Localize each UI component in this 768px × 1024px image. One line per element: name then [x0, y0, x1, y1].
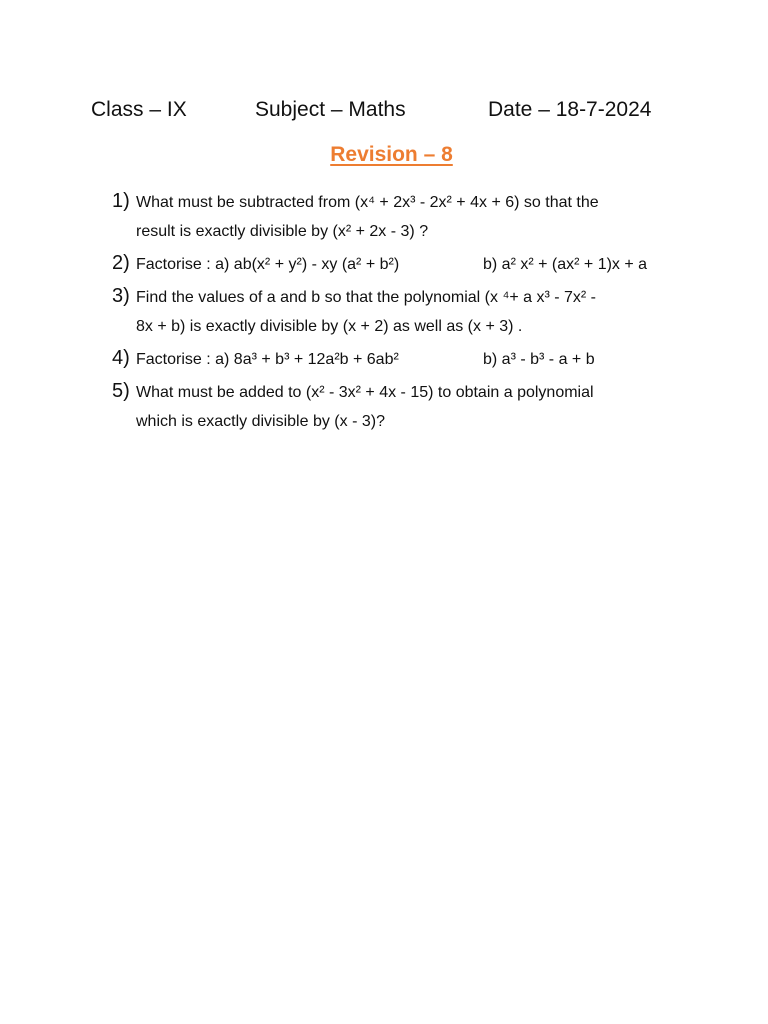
question-5 [0, 378, 696, 436]
question-number: 5) [112, 380, 130, 402]
question-number: 4) [112, 347, 130, 369]
question-1 [0, 188, 696, 246]
question-2 [0, 250, 696, 279]
question-number: 3) [112, 285, 130, 307]
question-part-b: b) a² x² + (ax² + 1)x + a [483, 256, 648, 273]
question-text-line: Find the values of a and b so that the polynomial (x ⁴+ a x³ - 7x² - [136, 289, 596, 306]
question-text-line: result is exactly divisible by (x² + 2x - 3) ? [136, 223, 429, 240]
question-part-a: Factorise : a) 8a³ + b³ + 12a²b + 6ab² [136, 351, 399, 368]
worksheet-title: Revision – 8 [330, 143, 453, 166]
question-text-line: 8x + b) is exactly divisible by (x + 2) as well as (x + 3) . [136, 318, 523, 335]
question-number: 2) [112, 252, 130, 274]
question-list [0, 188, 768, 440]
question-text-line: What must be subtracted from (x⁴ + 2x³ - 2x² + 4x + 6) so that the [136, 194, 599, 211]
question-part-a: Factorise : a) ab(x² + y²) - xy (a² + b²) [136, 256, 400, 273]
question-4 [0, 345, 696, 374]
question-text-line: What must be added to (x² - 3x² + 4x - 15) to obtain a polynomial [136, 384, 594, 401]
class-label: Class – IX [91, 98, 187, 121]
question-text-line: which is exactly divisible by (x - 3)? [136, 413, 385, 430]
worksheet-header [0, 94, 768, 126]
subject-label: Subject – Maths [255, 98, 406, 121]
question-part-b: b) a³ - b³ - a + b [483, 351, 595, 368]
date-label: Date – 18-7-2024 [488, 98, 652, 121]
question-number: 1) [112, 190, 130, 212]
question-3 [0, 283, 696, 341]
question-text-line [136, 345, 696, 374]
